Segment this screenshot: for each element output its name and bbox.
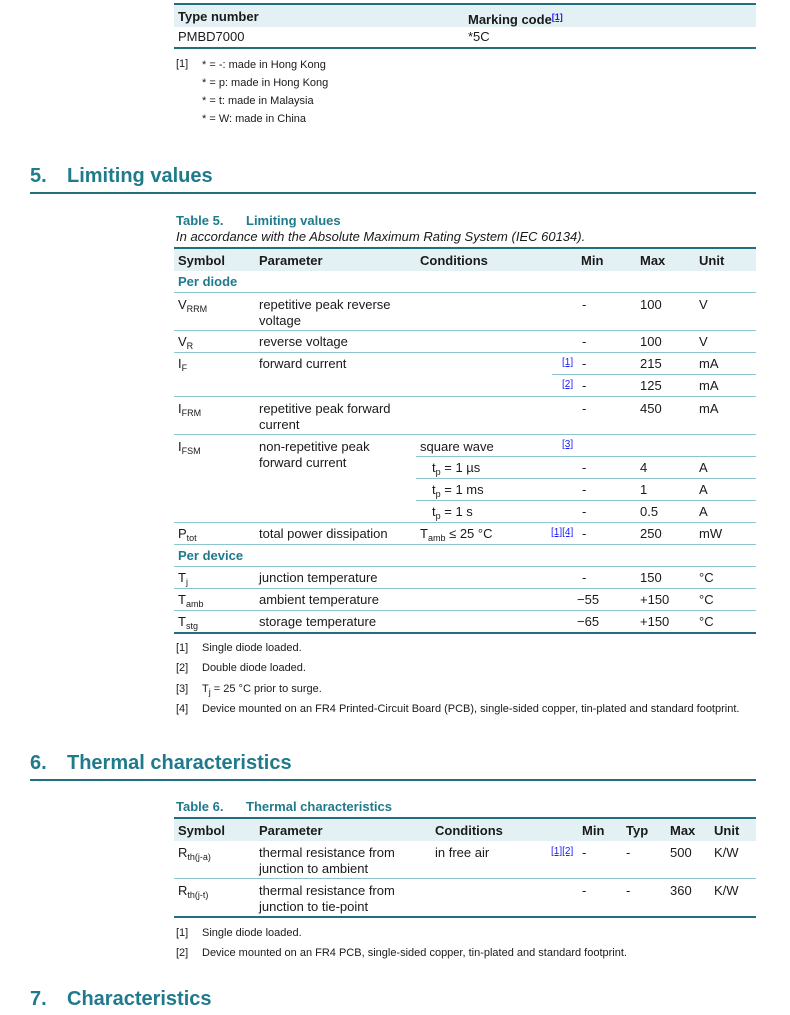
symbol: $P_{tot}$ [178,526,197,543]
table-row [174,27,756,49]
footnote-ref[interactable]: [2] [562,379,574,390]
footnote-line: * = t: made in Malaysia [202,95,314,107]
condition: $t_p = 1$ s [432,504,473,521]
parameter: ambient temperature [259,592,379,607]
unit: mA [699,401,719,416]
header-typ: Typ [626,823,649,838]
min: - [582,401,587,416]
parameter: thermal resistance from junction to tie-point [259,883,395,914]
group-label: Per device [178,548,244,563]
symbol: $V_{RRM}$ [178,297,208,314]
max: 1 [640,482,648,497]
section-heading-thermal-characteristics [30,752,756,781]
table-title: Limiting values [246,213,341,228]
parameter: thermal resistance from junction to ambient [259,845,395,876]
header-symbol: Symbol [178,253,225,268]
table-caption [176,799,392,814]
symbol: $I_F$ [178,356,188,373]
header-max: Max [640,253,666,268]
max: 100 [640,334,662,349]
unit: A [699,504,708,519]
footnote-ref[interactable]: [1] [562,357,574,368]
section-number: 7. [30,988,47,1010]
unit: K/W [714,883,739,898]
footnote-ref[interactable]: [1][4] [551,527,574,538]
symbol: $I_{FSM}$ [178,439,201,456]
parameter: storage temperature [259,614,377,629]
parameter: junction temperature [259,570,378,585]
section-title: Limiting values [67,165,213,187]
table-row [174,330,756,352]
section-heading-characteristics [30,988,756,1015]
table-subtitle: In accordance with the Absolute Maximum Rating System (IEC 60134). [176,229,586,244]
min: - [582,526,587,541]
marking-footnote [176,57,736,129]
max: 125 [640,378,662,393]
min: - [582,297,587,312]
footnote-line: * = p: made in Hong Kong [202,77,329,89]
symbol: $I_{FRM}$ [178,401,202,418]
unit: °C [699,614,714,629]
table-label: Table 5. [176,213,224,228]
max: 0.5 [640,504,659,519]
symbol: $T_{amb}$ [178,592,204,609]
symbol: $T_j$ [178,570,188,587]
max: 360 [670,883,692,898]
max: 150 [640,570,662,585]
condition: $t_p = 1$ ms [432,482,484,499]
parameter: forward current [259,356,347,371]
max: +150 [640,614,670,629]
condition: $t_p = 1$ µs [432,460,481,477]
header-type-number: Type number [178,9,259,24]
table-row [174,610,756,634]
max: 215 [640,356,662,371]
sub-row-divider [416,456,756,457]
unit: °C [699,592,714,607]
symbol: $R_{th(j-a)}$ [178,845,211,862]
section-title: Characteristics [67,988,212,1010]
thermal-characteristics-table [174,817,756,918]
unit: A [699,460,708,475]
unit: K/W [714,845,739,860]
table-row [174,588,756,610]
unit: V [699,334,708,349]
unit: V [699,297,708,312]
typ: - [626,845,631,860]
max: +150 [640,592,670,607]
max: 100 [640,297,662,312]
table-row [174,352,756,396]
table-label: Table 6. [176,799,224,814]
header-min: Min [581,253,604,268]
table-caption [176,213,341,228]
footnote-ref[interactable]: [3] [562,439,574,450]
typ: - [626,883,631,898]
max: 250 [640,526,662,541]
parameter: repetitive peak forward current [259,401,391,432]
header-conditions: Conditions [435,823,503,838]
sub-row-divider [416,500,756,501]
group-label: Per diode [178,274,238,289]
footnote-ref[interactable]: [1][2] [551,846,574,857]
table-header [174,247,756,271]
type-number: PMBD7000 [178,29,245,44]
header-symbol: Symbol [178,823,225,838]
header-parameter: Parameter [259,253,323,268]
section-number: 6. [30,752,47,774]
min: - [582,460,587,475]
group-row-per-device [174,544,756,566]
table-row [174,292,756,330]
condition: $T_{amb} \le 25$ °C [420,526,493,543]
min: - [582,570,587,585]
section-number: 5. [30,165,47,187]
min: - [582,356,587,371]
sub-row-divider [552,374,756,375]
header-min: Min [582,823,605,838]
unit: mA [699,378,719,393]
min: −55 [577,592,600,607]
unit: °C [699,570,714,585]
symbol: $R_{th(j-t)}$ [178,883,209,900]
section-title: Thermal characteristics [67,752,292,774]
min: - [582,845,587,860]
min: - [582,883,587,898]
section-heading-limiting-values [30,165,756,194]
header-marking-code: Marking code[1] [468,12,563,27]
footnote-line: * = W: made in China [202,113,307,125]
symbol: $T_{stg}$ [178,614,198,631]
symbol: $V_R$ [178,334,194,351]
table-row [174,566,756,588]
min: - [582,504,587,519]
marking-code-table [174,3,756,49]
parameter: total power dissipation [259,526,388,541]
max: 500 [670,845,692,860]
table-row [174,841,756,878]
unit: mA [699,356,719,371]
header-unit: Unit [699,253,725,268]
min: - [582,378,587,393]
unit: A [699,482,708,497]
header-max: Max [670,823,696,838]
table-title: Thermal characteristics [246,799,392,814]
marking-code: *5C [468,29,490,44]
min: - [582,334,587,349]
parameter: repetitive peak reverse voltage [259,297,391,328]
condition: square wave [420,439,494,454]
condition: in free air [435,845,490,860]
footnote-ref[interactable]: [1] [551,12,563,22]
header-conditions: Conditions [420,253,488,268]
sub-row-divider [416,478,756,479]
header-parameter: Parameter [259,823,323,838]
parameter: reverse voltage [259,334,348,349]
min: - [582,482,587,497]
limiting-values-table [174,247,756,634]
footnote-number: [1] [176,58,189,70]
header-unit: Unit [714,823,740,838]
table-header [174,3,756,27]
table-row [174,396,756,434]
group-row-per-diode [174,271,756,292]
parameter: non-repetitive peak forward current [259,439,370,470]
max: 450 [640,401,662,416]
footnote-line: * = -: made in Hong Kong [202,59,326,71]
table-row [174,878,756,918]
table-row [174,522,756,544]
min: −65 [577,614,600,629]
table-header [174,817,756,841]
unit: mW [699,526,723,541]
max: 4 [640,460,648,475]
table-row [174,434,756,522]
